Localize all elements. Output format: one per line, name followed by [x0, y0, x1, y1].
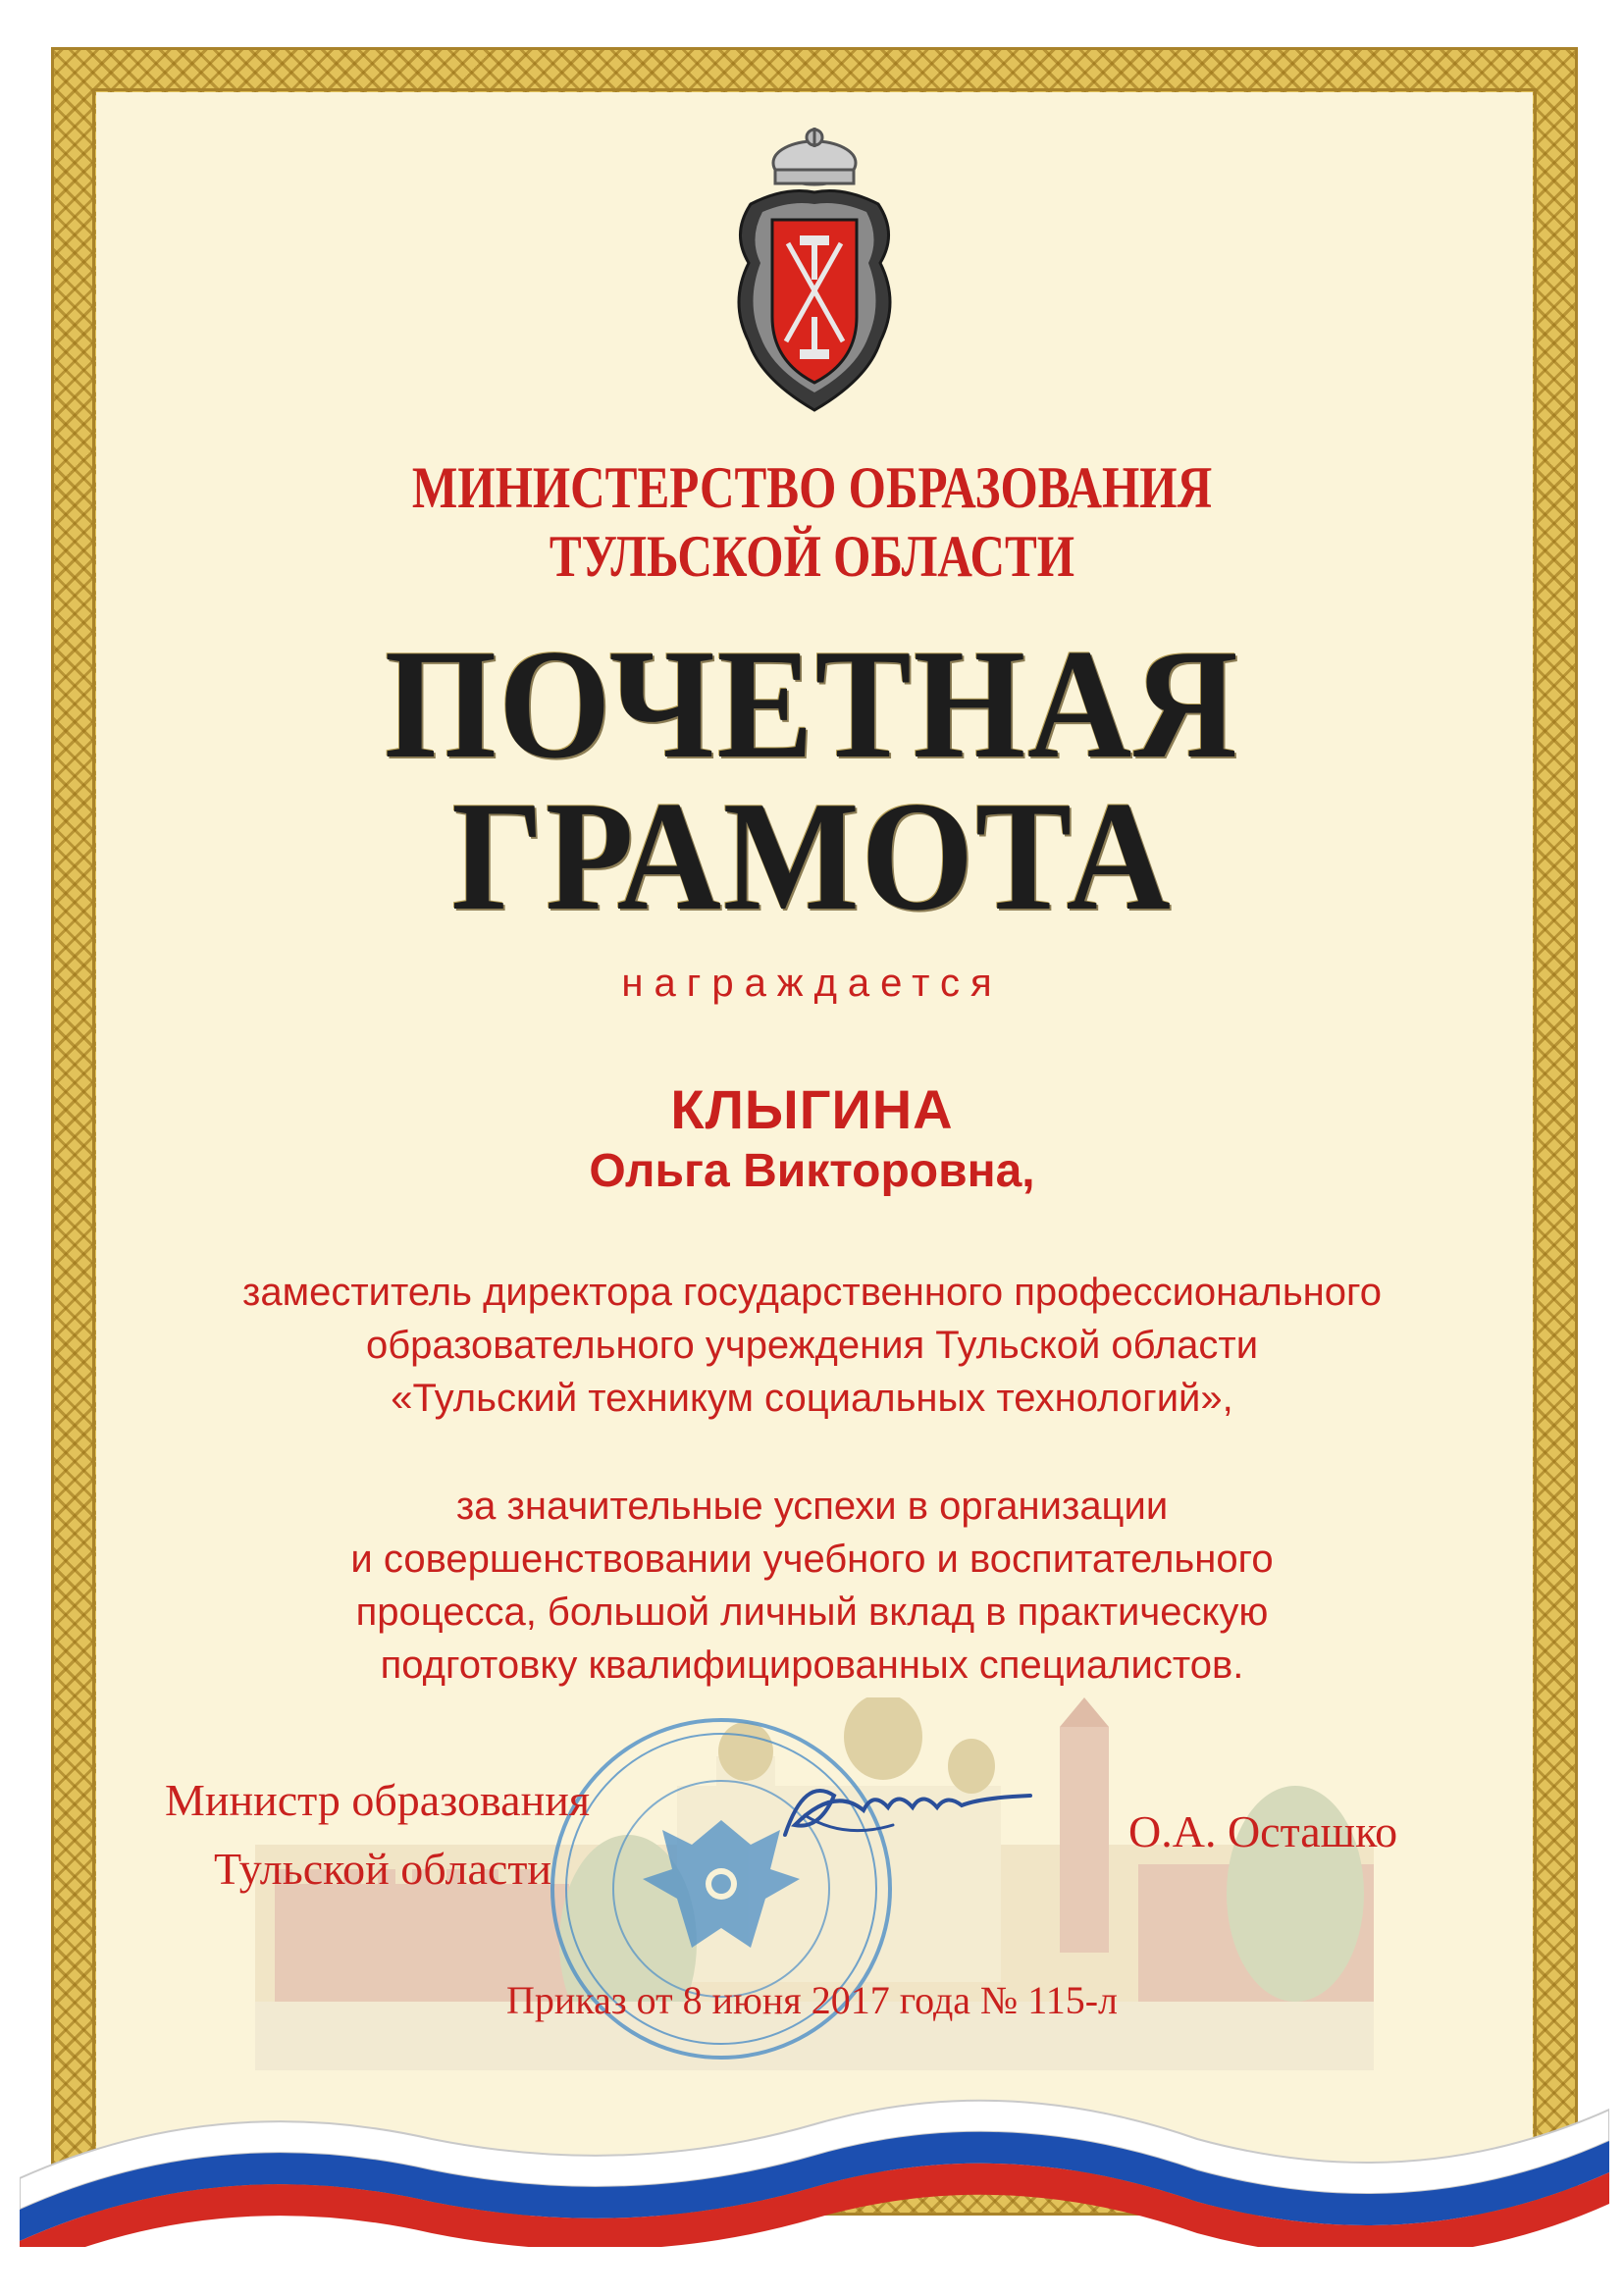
signatory-title-line-2: Тульской области: [214, 1844, 552, 1894]
recipient-surname: КЛЫГИНА: [670, 1078, 954, 1140]
award-reason: [0, 1480, 1624, 1692]
recipient-position: [0, 1266, 1624, 1425]
position-line-2: образовательного учреждения Тульской области: [365, 1324, 1259, 1367]
position-line-1: заместитель директора государственного профессионального: [242, 1271, 1382, 1314]
signatory-title-line-1: Министр образования: [165, 1775, 590, 1825]
handwritten-signature: [775, 1756, 1040, 1864]
title-line-2: ГРАМОТА: [451, 768, 1173, 943]
order-reference: Приказ от 8 июня 2017 года № 115-л: [505, 1978, 1119, 2022]
ministry-line-1: МИНИСТЕРСТВО ОБРАЗОВАНИЯ: [411, 455, 1213, 520]
merit-line-1: за значительные успехи в организации: [455, 1485, 1169, 1528]
position-line-3: «Тульский техникум социальных технологий»,: [391, 1377, 1233, 1420]
title-line-1: ПОЧЕТНАЯ: [384, 616, 1240, 791]
tula-coat-of-arms-icon: [721, 126, 908, 420]
certificate-title: [65, 616, 1559, 943]
merit-line-2: и совершенствовании учебного и воспитательного: [350, 1538, 1274, 1581]
signatory-title: [165, 1766, 590, 1904]
ministry-heading: [146, 453, 1478, 591]
recipient-name: Ольга Викторовна,: [589, 1145, 1035, 1197]
awarded-label: награждается: [621, 962, 1003, 1005]
ministry-line-2: ТУЛЬСКОЙ ОБЛАСТИ: [549, 524, 1075, 589]
signatory-name: О.А. Осташко: [1128, 1806, 1398, 1856]
russian-flag-ribbon: [20, 2031, 1609, 2247]
merit-line-3: процесса, большой личный вклад в практическую: [355, 1591, 1269, 1634]
merit-line-4: подготовку квалифицированных специалистов.: [380, 1644, 1244, 1687]
